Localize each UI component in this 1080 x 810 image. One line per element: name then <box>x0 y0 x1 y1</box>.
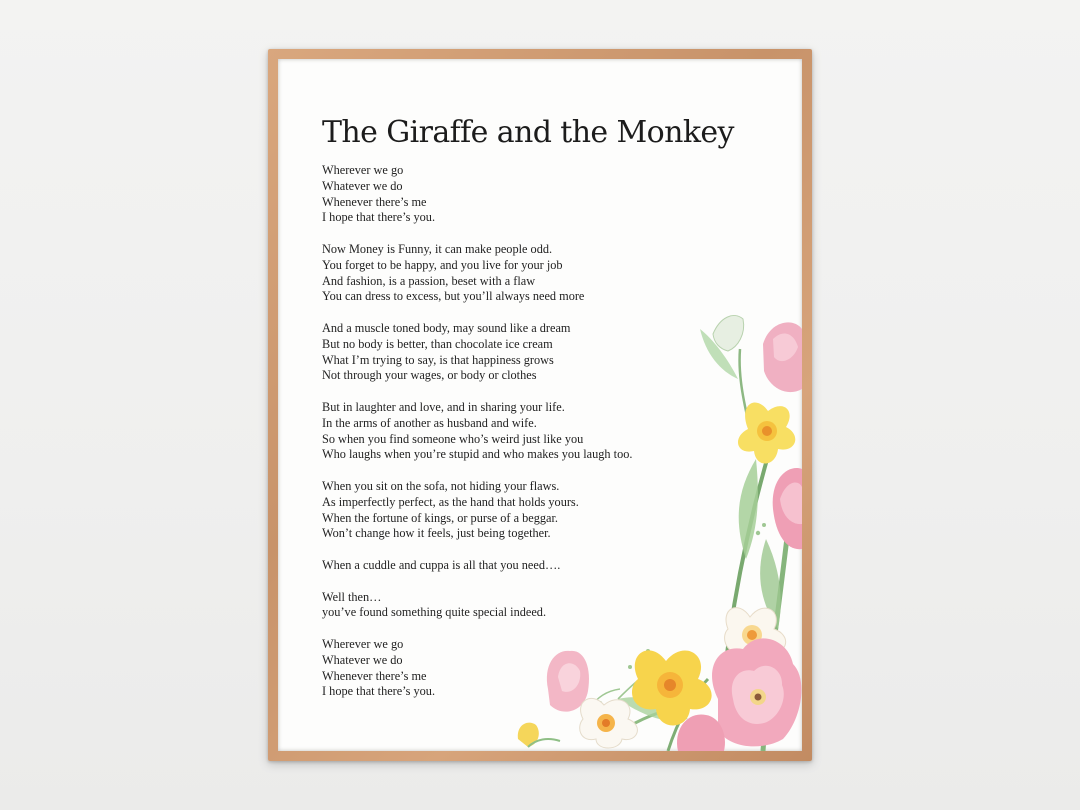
poem-line: Whatever we do <box>322 178 403 193</box>
poem-line: In the arms of another as husband and wife. <box>322 415 537 430</box>
poem-line: When you sit on the sofa, not hiding your flaws. <box>322 478 560 493</box>
poem-line: As imperfectly perfect, as the hand that holds yours. <box>322 494 579 509</box>
poem-line: But no body is better, than chocolate ice cream <box>322 336 553 351</box>
poem-line: you’ve found something quite special indeed. <box>322 605 547 620</box>
poem-stanza <box>322 163 742 226</box>
poem-line: Not through your wages, or body or clothes <box>322 368 537 383</box>
poem-line: So when you find someone who’s weird just like you <box>322 431 584 446</box>
poem-line: When a cuddle and cuppa is all that you need…. <box>322 557 561 572</box>
poem-title: The Giraffe and the Monkey <box>322 115 734 150</box>
poem-stanza <box>322 242 742 305</box>
wooden-frame <box>268 49 812 761</box>
poem-line: Whenever there’s me <box>322 194 427 209</box>
tulip-large-pink <box>712 638 801 746</box>
floral-illustration <box>488 299 802 751</box>
poem-line: I hope that there’s you. <box>322 684 436 699</box>
daffodil-bottom-white <box>580 698 638 748</box>
poster-paper <box>278 59 802 751</box>
small-yellow-bud <box>518 723 560 747</box>
tulip-top <box>763 322 802 392</box>
poem-line: But in laughter and love, and in sharing your life. <box>322 399 565 414</box>
poem-line: Whatever we do <box>322 652 403 667</box>
poem-line: When the fortune of kings, or purse of a beggar. <box>322 510 558 525</box>
poem-line: Who laughs when you’re stupid and who makes you laugh too. <box>322 447 633 462</box>
tulip-middle <box>773 468 802 549</box>
daffodil-center-yellow <box>632 650 712 725</box>
poem-line: And fashion, is a passion, beset with a flaw <box>322 273 536 288</box>
poem-line: Won’t change how it feels, just being together. <box>322 526 551 541</box>
poem-line: What I’m trying to say, is that happiness grows <box>322 352 554 367</box>
poem-line: Whenever there’s me <box>322 668 427 683</box>
daffodil-upper <box>738 403 795 464</box>
poem-line: You forget to be happy, and you live for your job <box>322 257 563 272</box>
poem-line: I hope that there’s you. <box>322 210 436 225</box>
poem-line: Now Money is Funny, it can make people odd. <box>322 241 553 256</box>
poem-line: Wherever we go <box>322 636 404 651</box>
poem-line: Wherever we go <box>322 163 404 177</box>
poem-line: You can dress to excess, but you’ll always need more <box>322 289 585 304</box>
poem-line: Well then… <box>322 589 382 604</box>
bud-white <box>713 315 744 351</box>
poem-line: And a muscle toned body, may sound like a dream <box>322 320 571 335</box>
